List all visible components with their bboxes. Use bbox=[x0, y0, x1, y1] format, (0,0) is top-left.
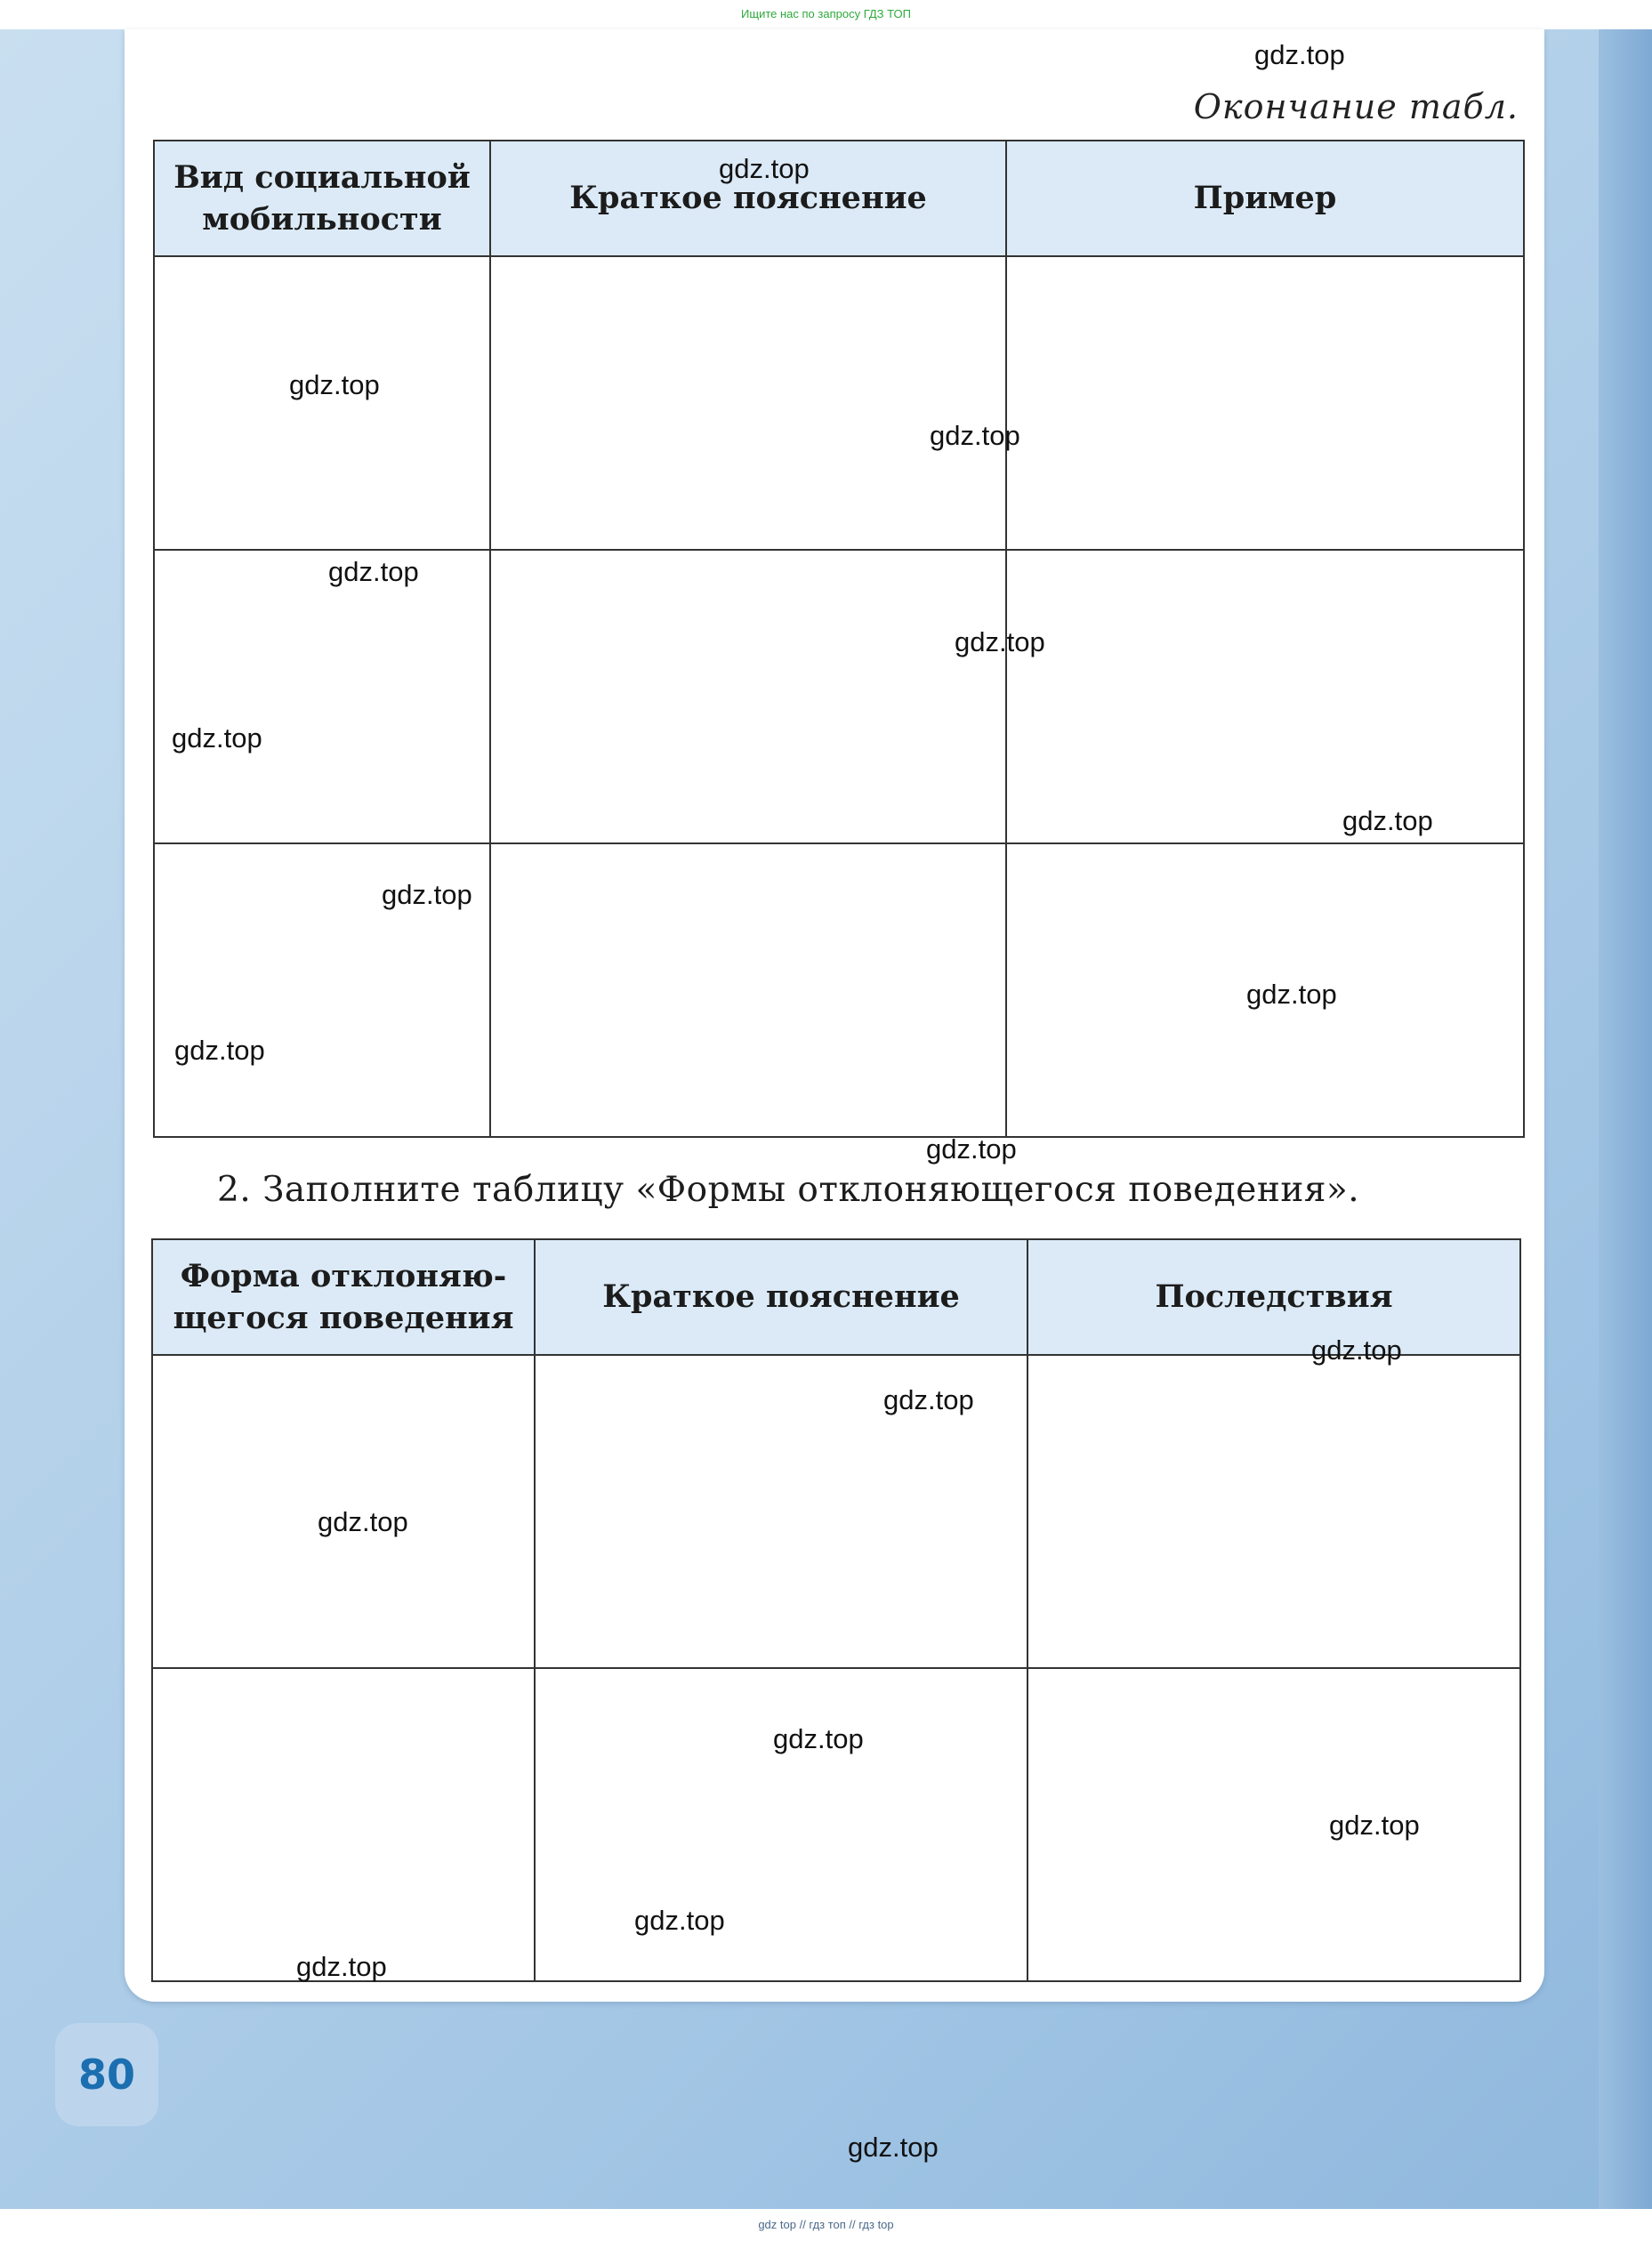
watermark: gdz.top bbox=[926, 1133, 1017, 1165]
page-number-badge: 80 bbox=[55, 2023, 158, 2126]
watermark: gdz.top bbox=[318, 1506, 408, 1537]
column-header-behavior-form: Форма отклоняю-щегося поведения bbox=[152, 1239, 535, 1355]
watermark: gdz.top bbox=[883, 1384, 974, 1415]
watermark: gdz.top bbox=[174, 1035, 265, 1066]
column-header-explanation: Краткое пояснение bbox=[535, 1239, 1027, 1355]
watermark: gdz.top bbox=[719, 153, 810, 184]
table-cell[interactable] bbox=[1027, 1668, 1520, 1981]
watermark: gdz.top bbox=[382, 879, 472, 910]
watermark: gdz.top bbox=[930, 420, 1020, 451]
book-spine bbox=[1599, 29, 1652, 2209]
watermark: gdz.top bbox=[1342, 805, 1433, 836]
table-row bbox=[154, 256, 1524, 550]
table-cell[interactable] bbox=[490, 256, 1006, 550]
table-cell[interactable] bbox=[1006, 256, 1524, 550]
watermark: gdz.top bbox=[1246, 979, 1337, 1010]
watermark: gdz.top bbox=[1329, 1810, 1420, 1841]
watermark: gdz.top bbox=[848, 2132, 939, 2163]
column-header-explanation: Краткое пояснение bbox=[490, 141, 1006, 256]
table-cell[interactable] bbox=[154, 256, 490, 550]
table-cell[interactable] bbox=[1006, 550, 1524, 843]
table-row bbox=[152, 1668, 1520, 1981]
table-continuation-caption: Окончание табл. bbox=[1193, 87, 1519, 126]
watermark: gdz.top bbox=[296, 1951, 387, 1982]
table-cell[interactable] bbox=[535, 1668, 1027, 1981]
watermark: gdz.top bbox=[1311, 1334, 1402, 1366]
table-cell[interactable] bbox=[490, 843, 1006, 1137]
table-cell[interactable] bbox=[154, 550, 490, 843]
table-cell[interactable] bbox=[1027, 1355, 1520, 1668]
watermark: gdz.top bbox=[634, 1905, 725, 1936]
column-header-consequences: Последствия bbox=[1027, 1239, 1520, 1355]
footer-text: gdz top // гдз топ // гдз top bbox=[758, 2218, 894, 2231]
table-cell[interactable] bbox=[490, 550, 1006, 843]
column-header-example: Пример bbox=[1006, 141, 1524, 256]
watermark: gdz.top bbox=[172, 722, 262, 754]
table-row bbox=[154, 550, 1524, 843]
promo-text: Ищите нас по запросу ГДЗ ТОП bbox=[741, 7, 911, 20]
watermark: gdz.top bbox=[955, 626, 1045, 657]
watermark: gdz.top bbox=[1254, 39, 1345, 70]
watermark: gdz.top bbox=[289, 369, 380, 400]
watermark: gdz.top bbox=[773, 1723, 864, 1754]
table-cell[interactable] bbox=[152, 1668, 535, 1981]
column-header-mobility-type: Вид социальной мобильности bbox=[154, 141, 490, 256]
watermark: gdz.top bbox=[328, 556, 419, 587]
table-header-row bbox=[154, 141, 1524, 256]
task-heading: 2. Заполните таблицу «Формы отклоняющегося поведения». bbox=[217, 1170, 1360, 1210]
